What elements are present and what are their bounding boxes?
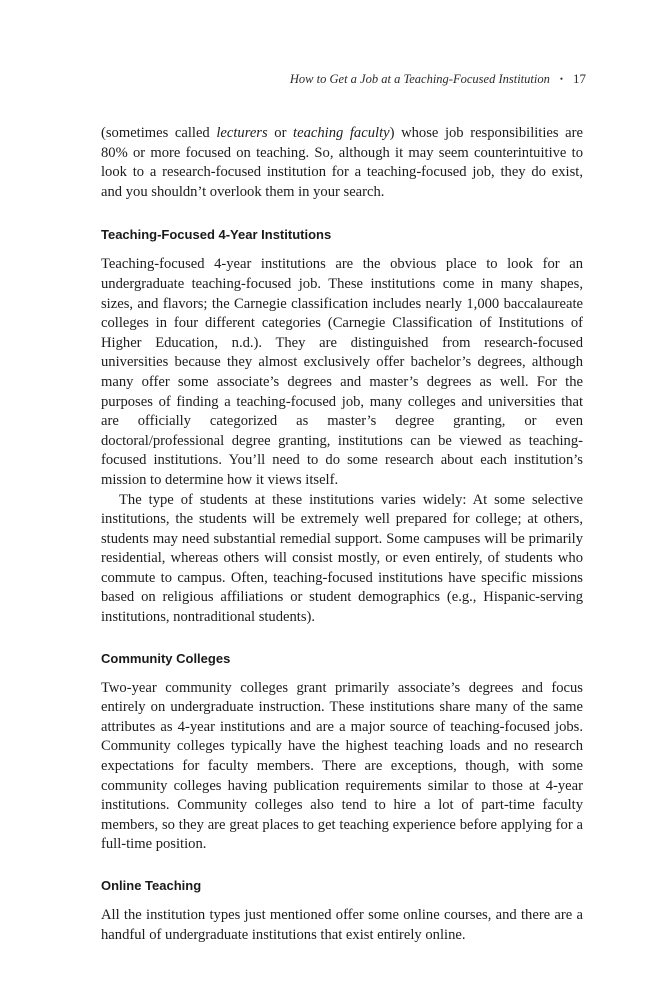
page-body — [101, 124, 583, 945]
section-paragraph: Two-year community colleges grant primarily associate’s degrees and focus entirely on undergraduate instruction. These institutions share many of the same attributes as 4-year institutions and are a major source of teaching-focused jobs. Community colleges typically have the highest teaching loads and no research expectations for faculty members. There are exceptions, though, with some community colleges having publication requirements similar to those at 4-year institutions. Community colleges also tend to hire a lot of part-time faculty members, so they are great places to get teaching experience before applying for a full-time position. — [101, 679, 583, 853]
page-number: 17 — [573, 71, 586, 86]
running-head-bullet: • — [559, 74, 563, 84]
intro-text-1: (sometimes called — [101, 125, 217, 141]
section-heading-online-teaching: Online Teaching — [101, 878, 202, 893]
section-heading-teaching-focused-4-year: Teaching-Focused 4-Year Institutions — [101, 227, 332, 243]
section-heading-community-colleges: Community Colleges — [101, 650, 231, 666]
intro-paragraph — [101, 124, 583, 202]
section-paragraph: Teaching-focused 4-year institutions are the obvious place to look for an undergraduate teaching-focused job. These institutions come in many shapes, sizes, and flavors; the Carnegie classification includes nearly 1,000 baccalaureate colleges in four different categories (Carnegie Classification of Institutions of Higher Education, n.d.). They are distinguished from research-focused universities because they almost exclusively offer bachelor’s degrees, although many offer some associate’s degrees and master’s degrees as well. For the purposes of finding a teaching-focused job, many colleges and universities that are officially categorized as master’s degree granting, or even doctoral/professional degree granting, institutions can be viewed as teaching-focused institutions. You’ll need to do some research about each institution’s mission to determine how it views itself. — [101, 256, 583, 488]
running-head-title: How to Get a Job at a Teaching-Focused Institution — [289, 72, 550, 86]
intro-emphasis-lecturers: lecturers — [216, 125, 268, 141]
running-head — [290, 71, 586, 87]
intro-text-3: ) whose job responsibilities are 80% or more focused on teaching. So, although it may seem counterintuitive to look to a research-focused institution for a teaching-focused job, they do exist, and you shouldn’t overlook them in your search. — [101, 125, 583, 200]
section-paragraph: The type of students at these institutions varies widely: At some selective institutions, the students will be extremely well prepared for college; at others, students may need substantial remedial support. Some campuses will be primarily residential, whereas others will consist mostly, or even entirely, of students who commute to campus. Often, teaching-focused institutions have specific missions based on religious affiliations or student demographics (e.g., Hispanic-serving institutions, nontraditional students). — [101, 491, 583, 626]
intro-emphasis-teaching-faculty: teaching faculty — [293, 125, 390, 141]
section-paragraph: All the institution types just mentioned offer some online courses, and there are a handful of undergraduate institutions that exist entirely online. — [101, 907, 583, 943]
intro-text-2: or — [267, 125, 294, 141]
